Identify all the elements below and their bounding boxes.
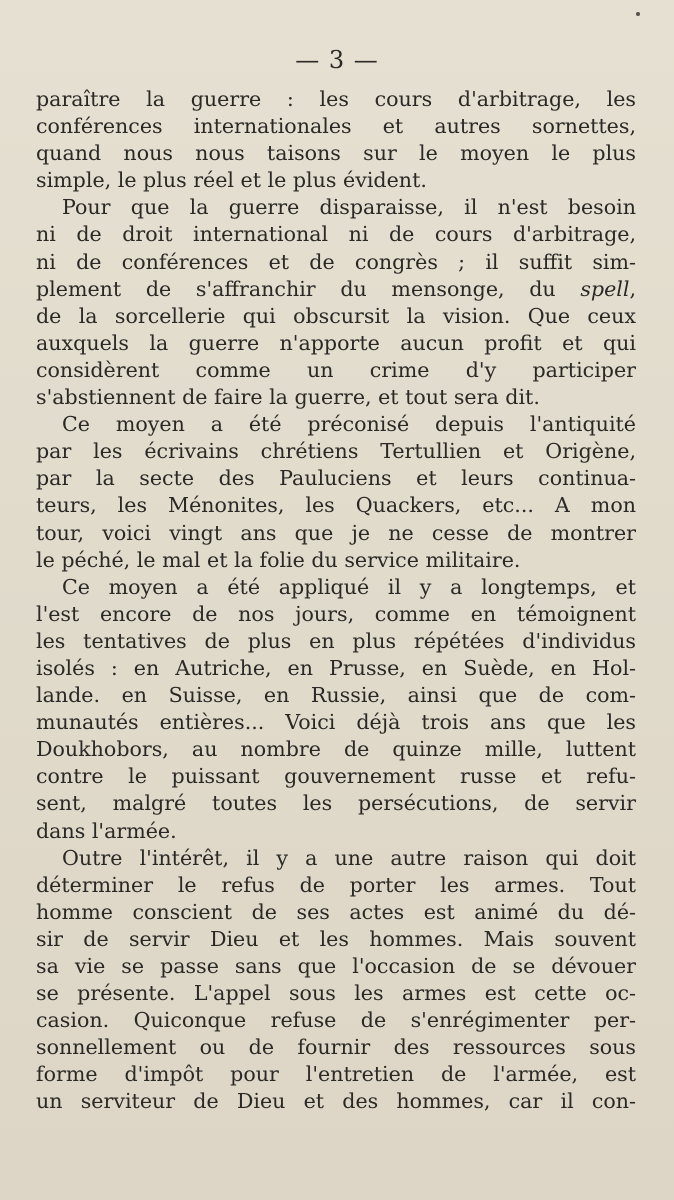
- text-line: dans l'armée.: [36, 818, 177, 843]
- text-line: un serviteur de Dieu et des hommes, car il con-: [36, 1089, 636, 1114]
- text-line: Pour que la guerre disparaisse, il n'est besoin: [62, 195, 636, 220]
- text-line: l'est encore de nos jours, comme en témoignent: [36, 601, 636, 626]
- text-line: sonnellement ou de fournir des ressources sous: [36, 1035, 636, 1060]
- text-line: les tentatives de plus en plus répétées d'individus: [36, 628, 636, 653]
- text-line: tour, voici vingt ans que je ne cesse de montrer: [36, 520, 636, 545]
- text-line: Ce moyen a été appliqué il y a longtemps, et: [62, 574, 636, 599]
- text-line: sent, malgré toutes les persécutions, de servir: [36, 791, 636, 816]
- text-line: casion. Quiconque refuse de s'enrégimenter per-: [36, 1008, 636, 1033]
- text-line: teurs, les Ménonites, les Quackers, etc... A mon: [36, 493, 636, 518]
- page-number: — 3 —: [295, 46, 379, 74]
- text-line: sa vie se passe sans que l'occasion de se dévouer: [36, 954, 636, 978]
- body-text: [36, 86, 636, 1116]
- text-line: considèrent comme un crime d'y participer: [36, 357, 636, 382]
- text-line: quand nous nous taisons sur le moyen le plus: [36, 141, 636, 166]
- text-line: munautés entières... Voici déjà trois ans que les: [36, 710, 636, 735]
- text-line: paraître la guerre : les cours d'arbitrage, les: [36, 87, 636, 111]
- text-line: sir de servir Dieu et les hommes. Mais souvent: [36, 926, 636, 951]
- ink-speck: [636, 12, 640, 16]
- text-line: de la sorcellerie qui obscursit la vision. Que ceux: [36, 303, 636, 328]
- text-line: Doukhobors, au nombre de quinze mille, luttent: [36, 737, 636, 762]
- text-line: se présente. L'appel sous les armes est cette oc-: [36, 981, 636, 1006]
- text-line: Outre l'intérêt, il y a une autre raison qui doit: [62, 845, 636, 870]
- text-line: s'abstiennent de faire la guerre, et tout sera dit.: [36, 385, 540, 410]
- text-line: auxquels la guerre n'apporte aucun profit et qui: [36, 330, 636, 355]
- text-line: par les écrivains chrétiens Tertullien et Origène,: [36, 439, 636, 464]
- text-line: le péché, le mal et la folie du service militaire.: [36, 547, 521, 572]
- text-line: homme conscient de ses actes est animé du dé-: [36, 899, 636, 924]
- text-line: contre le puissant gouvernement russe et refu-: [36, 764, 636, 789]
- text-line: simple, le plus réel et le plus évident.: [36, 168, 427, 193]
- text-line: plement de s'affranchir du mensonge, du spell,: [36, 276, 636, 301]
- text-line: forme d'impôt pour l'entretien de l'armée, est: [36, 1062, 636, 1087]
- text-line: Ce moyen a été préconisé depuis l'antiquité: [62, 412, 636, 437]
- text-line: lande. en Suisse, en Russie, ainsi que de com-: [36, 683, 636, 708]
- text-line: conférences internationales et autres sornettes,: [36, 114, 636, 139]
- text-line: ni de droit international ni de cours d'arbitrage,: [36, 222, 636, 247]
- text-line: déterminer le refus de porter les armes. Tout: [36, 872, 636, 897]
- text-line: par la secte des Pauluciens et leurs continua-: [36, 466, 636, 491]
- text-line: isolés : en Autriche, en Prusse, en Suède, en Hol-: [36, 655, 636, 680]
- text-line: ni de conférences et de congrès ; il suffit sim-: [36, 249, 636, 274]
